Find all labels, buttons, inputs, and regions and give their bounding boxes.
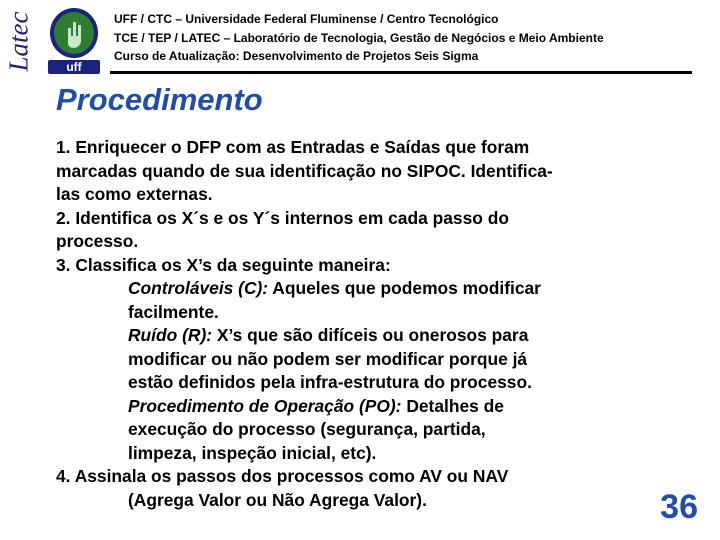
uff-logo xyxy=(46,6,102,76)
header-line-1: UFF / CTC – Universidade Federal Fluminense / Centro Tecnológico xyxy=(114,12,499,26)
slide-title: Procedimento xyxy=(56,82,263,117)
body-line: (Agrega Valor ou Não Agrega Valor). xyxy=(128,489,427,510)
header-line-3: Curso de Atualização: Desenvolvimento de Projetos Seis Sigma xyxy=(114,49,479,63)
body-line: limpeza, inspeção inicial, etc). xyxy=(128,442,377,463)
slide-body xyxy=(56,136,646,512)
noise-definition: X’s que são difíceis ou onerosos para xyxy=(212,325,529,345)
operation-term: Procedimento de Operação (PO): xyxy=(128,395,402,416)
body-line: 4. Assinala os passos dos processos como AV ou NAV xyxy=(56,466,509,486)
page-number: 36 xyxy=(660,488,698,526)
header-line-2: TCE / TEP / LATEC – Laboratório de Tecnologia, Gestão de Negócios e Meio Ambiente xyxy=(114,30,604,45)
body-line: execução do processo (segurança, partida, xyxy=(128,419,486,439)
noise-item xyxy=(56,324,646,348)
controllable-definition: Aqueles que podemos modificar xyxy=(268,278,541,298)
controllable-term: Controláveis (C): xyxy=(128,278,269,298)
operation-item xyxy=(56,395,646,419)
body-line: 2. Identifica os X´s e os Y´s internos em cada passo do xyxy=(56,207,509,228)
body-line: processo. xyxy=(56,231,139,251)
body-line: facilmente. xyxy=(128,301,219,322)
body-line: estão definidos pela infra-estrutura do processo. xyxy=(128,372,532,392)
body-line: modificar ou não podem ser modificar porque já xyxy=(128,348,528,369)
uff-badge-text: uff xyxy=(66,60,82,74)
controllable-item xyxy=(56,277,646,301)
body-line: 3. Classifica os X’s da seguinte maneira: xyxy=(56,254,391,275)
noise-term: Ruído (R): xyxy=(128,325,213,345)
body-line: 1. Enriquecer o DFP com as Entradas e Saídas que foram xyxy=(56,137,530,157)
body-line: marcadas quando de sua identificação no SIPOC. Identifica- xyxy=(56,160,553,181)
body-line: las como externas. xyxy=(56,184,213,204)
header-divider xyxy=(110,71,692,74)
operation-definition: Detalhes de xyxy=(401,395,504,416)
latec-logo-text: Latec xyxy=(3,11,34,71)
course-header xyxy=(114,10,714,66)
